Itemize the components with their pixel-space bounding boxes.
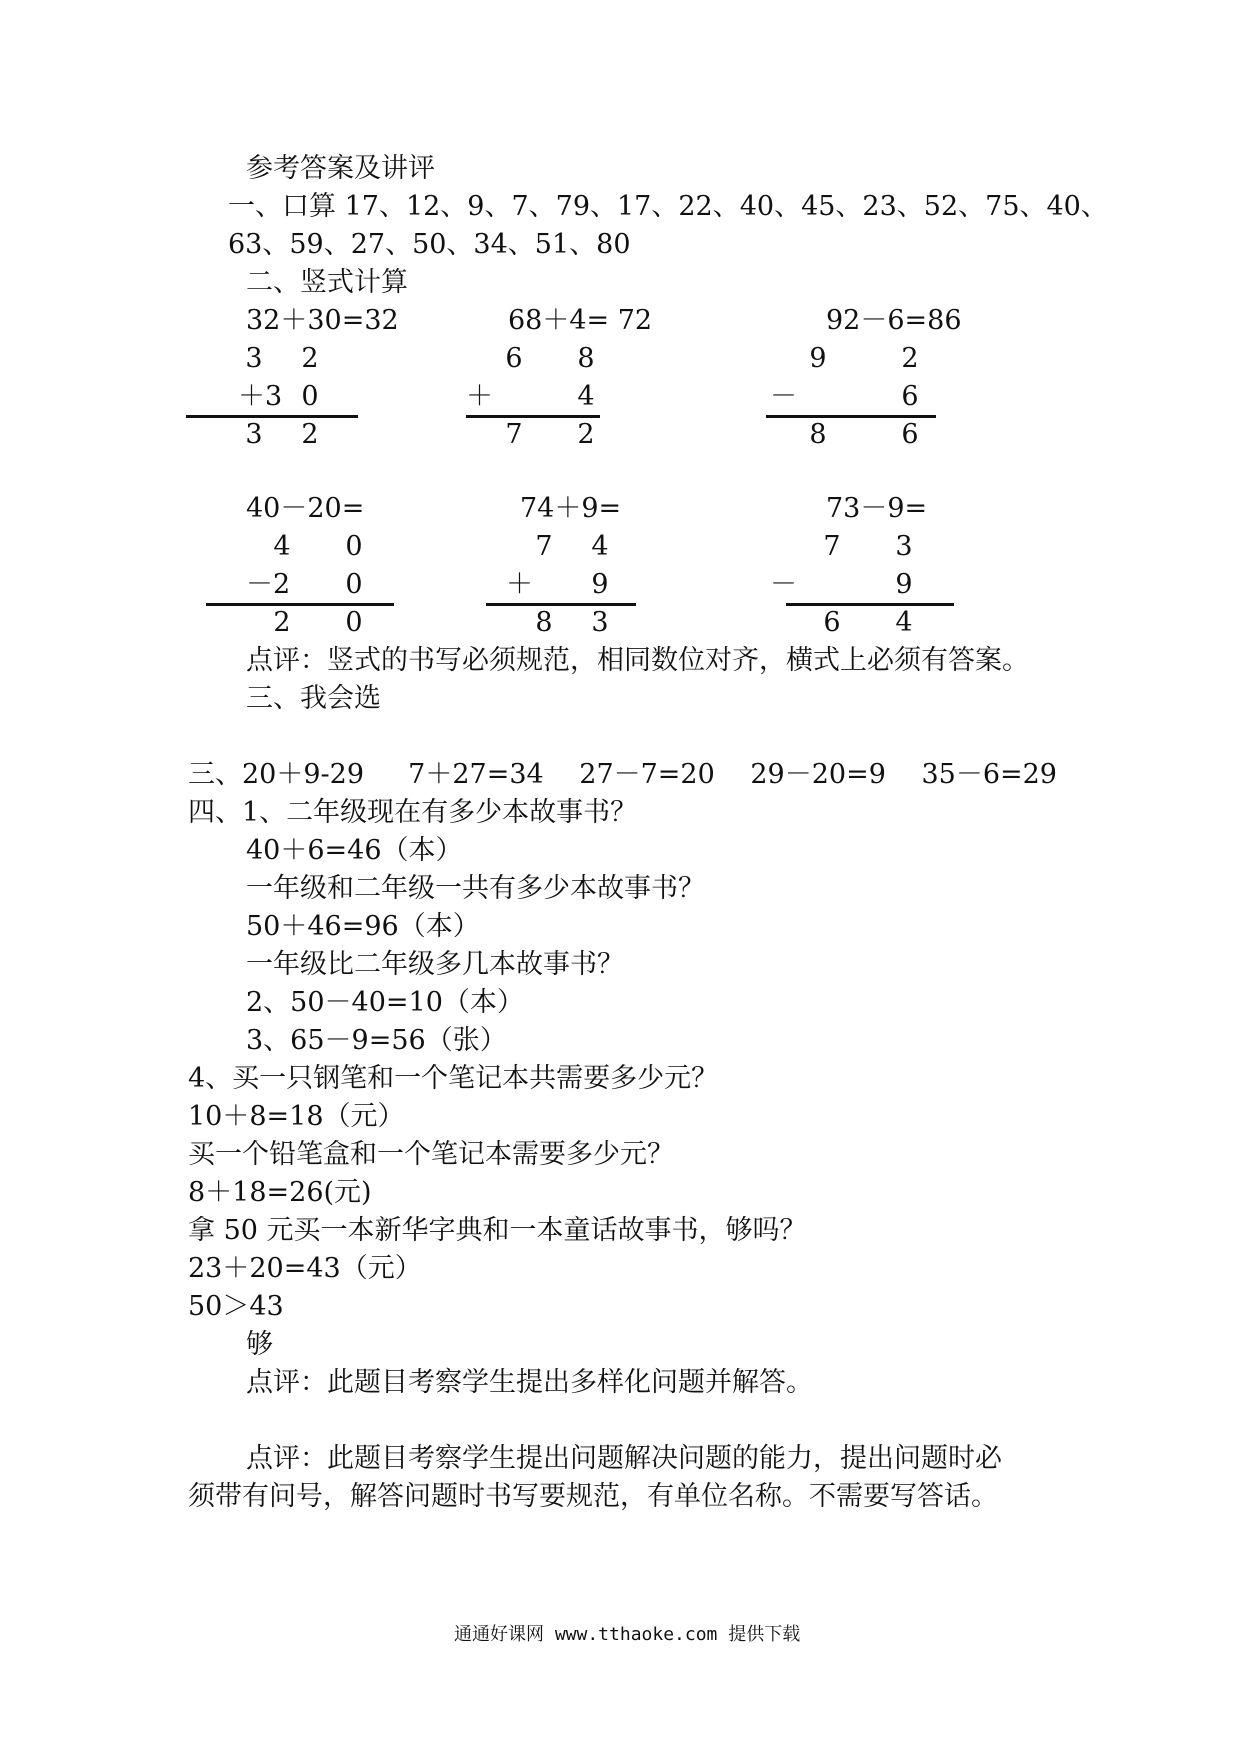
answer-line: 一年级比二年级多几本故事书？: [246, 949, 624, 980]
answer-line: 10＋8=18（元）: [188, 1101, 405, 1132]
vertical-calc-heading: 二、竖式计算: [246, 267, 408, 298]
problem-equation: 74＋9=: [520, 493, 622, 524]
problem-equation: 40－20=: [246, 493, 365, 524]
page-footer: 通通好课网 www.tthaoke.com 提供下载: [454, 1624, 801, 1645]
digit: 7: [823, 531, 841, 562]
digit: 0: [345, 607, 363, 638]
answer-line: 点评：此题目考察学生提出多样化问题并解答。: [246, 1367, 813, 1398]
digit: 6: [823, 607, 841, 638]
operator: －2: [246, 569, 291, 600]
digit: 6: [505, 343, 523, 374]
digit: 6: [901, 381, 919, 412]
operator: ＋3: [238, 381, 283, 412]
answer-line: 买一个铅笔盒和一个笔记本需要多少元？: [188, 1139, 674, 1170]
digit: 2: [901, 343, 919, 374]
digit: 2: [301, 419, 319, 450]
operator: －: [770, 569, 797, 600]
digit: 6: [901, 419, 919, 450]
answer-line: 四、1、二年级现在有多少本故事书？: [188, 797, 638, 828]
digit: 0: [345, 531, 363, 562]
digit: 3: [591, 607, 609, 638]
digit: 4: [273, 531, 291, 562]
answer-line: 4、买一只钢笔和一个笔记本共需要多少元？: [188, 1063, 719, 1094]
answer-line: 够: [246, 1329, 273, 1360]
digit: 8: [535, 607, 553, 638]
problem-equation: 73－9=: [826, 493, 928, 524]
digit: 3: [245, 343, 263, 374]
problem-equation: 32＋30=32: [246, 305, 399, 336]
answer-line: 50＋46=96（本）: [246, 911, 480, 942]
vertical-calc-comment: 点评：竖式的书写必须规范，相同数位对齐，横式上必须有答案。: [246, 645, 1029, 676]
problem-equation: 68＋4= 72: [508, 305, 653, 336]
answer-title: 参考答案及讲评: [246, 153, 435, 184]
problem-equation: 92－6=86: [826, 305, 962, 336]
digit: 7: [505, 419, 523, 450]
operator: －: [770, 381, 797, 412]
choose-answers: 三、20＋9-29 7＋27=34 27－7=20 29－20=9 35－6=29: [188, 759, 1057, 790]
digit: 2: [301, 343, 319, 374]
answer-line: 2、50－40=10（本）: [246, 987, 524, 1018]
oral-calc-line-1: 一、口算 17、12、9、7、79、17、22、40、45、23、52、75、40、: [228, 191, 1108, 222]
answer-line: 50＞43: [188, 1291, 284, 1322]
operator: ＋: [466, 381, 493, 412]
answer-line: 8＋18=26(元): [188, 1177, 372, 1208]
final-comment-line-2: 须带有问号，解答问题时书写要规范，有单位名称。不需要写答话。: [188, 1481, 998, 1512]
digit: 4: [895, 607, 913, 638]
digit: 9: [591, 569, 609, 600]
digit: 4: [591, 531, 609, 562]
digit: 2: [577, 419, 595, 450]
final-comment-line-1: 点评：此题目考察学生提出问题解决问题的能力，提出问题时必: [246, 1443, 1002, 1474]
answer-line: 拿 50 元买一本新华字典和一本童话故事书，够吗？: [188, 1215, 807, 1246]
operator: ＋: [506, 569, 533, 600]
answer-line: 一年级和二年级一共有多少本故事书？: [246, 873, 705, 904]
digit: 0: [301, 381, 319, 412]
digit: 3: [245, 419, 263, 450]
digit: 3: [895, 531, 913, 562]
digit: 8: [577, 343, 595, 374]
choose-heading: 三、我会选: [246, 683, 381, 714]
answer-line: 3、65－9=56（张）: [246, 1025, 507, 1056]
answer-line: 40＋6=46（本）: [246, 835, 463, 866]
answer-line: 23＋20=43（元）: [188, 1253, 422, 1284]
digit: 8: [809, 419, 827, 450]
digit: 4: [577, 381, 595, 412]
digit: 7: [535, 531, 553, 562]
digit: 9: [895, 569, 913, 600]
digit: 0: [345, 569, 363, 600]
digit: 9: [809, 343, 827, 374]
oral-calc-line-2: 63、59、27、50、34、51、80: [228, 229, 631, 260]
digit: 2: [273, 607, 291, 638]
